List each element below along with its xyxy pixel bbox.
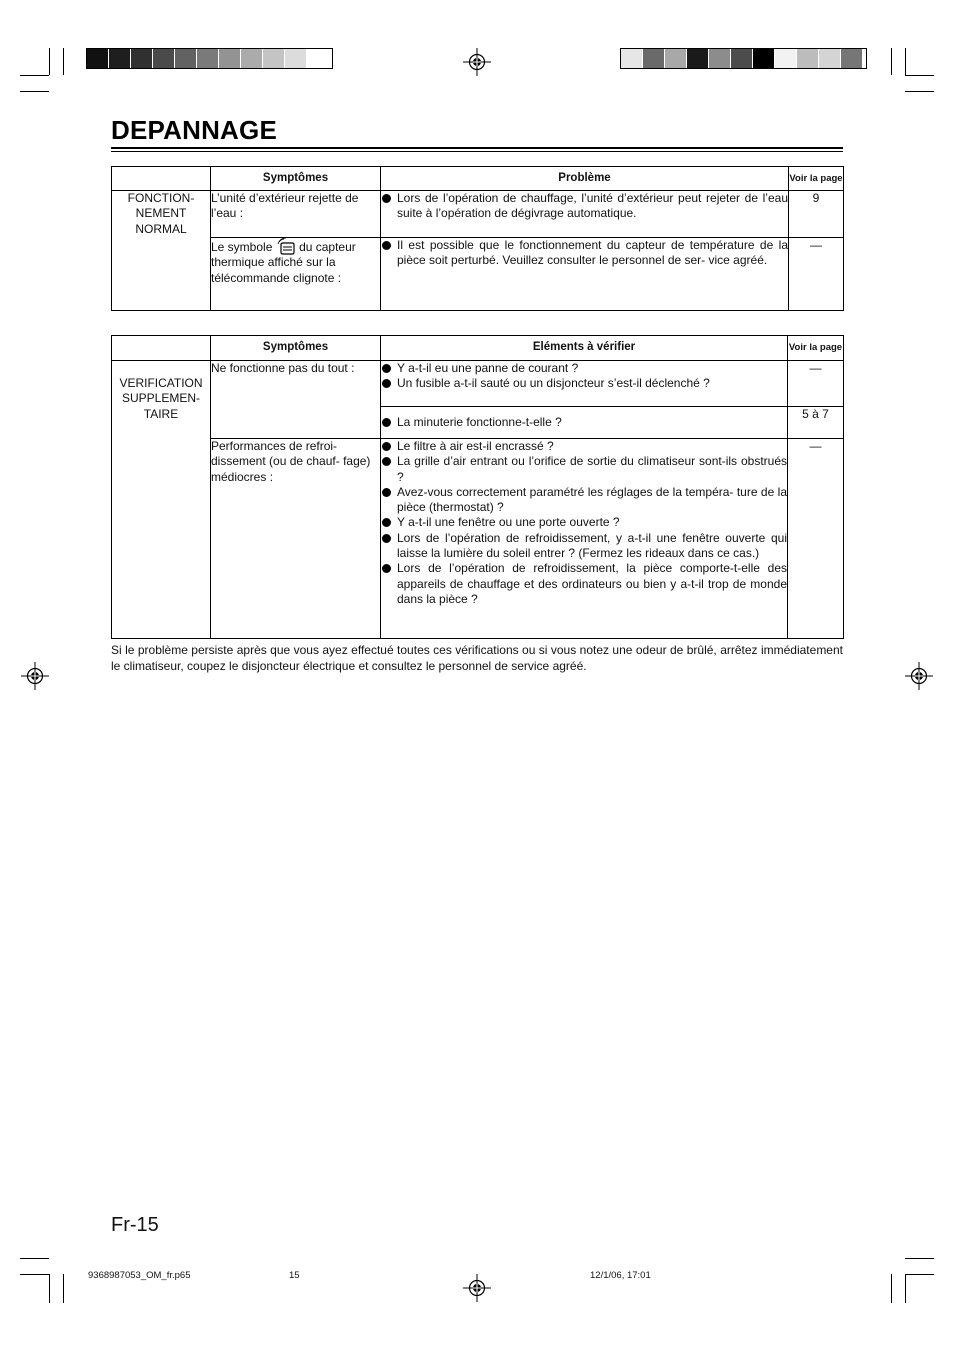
header-problem: Problème (381, 167, 789, 191)
problem-cell (381, 238, 789, 311)
symptom-cell: L’unité d’extérieur rejette de l’eau : (211, 191, 381, 238)
crop-mark (891, 1274, 892, 1303)
color-swatch (263, 49, 285, 68)
page-ref: — (788, 361, 844, 407)
list-item: La minuterie fonctionne-t-elle ? (381, 415, 787, 430)
title-rule (111, 147, 843, 149)
table-header-row (112, 336, 844, 361)
color-swatch (197, 49, 219, 68)
color-swatch (775, 49, 797, 68)
color-swatch (285, 49, 307, 68)
color-swatch (687, 49, 709, 68)
list-item: Un fusible a-t-il sauté ou un disjoncteur s’est-il déclenché ? (381, 376, 787, 391)
crop-mark (891, 48, 892, 75)
list-item: Avez-vous correctement paramétré les réglages de la tempéra- ture de la pièce (thermostat) ? (381, 485, 787, 516)
color-calibration-bar-right (620, 48, 867, 69)
remote-sensor-icon (277, 238, 295, 255)
normal-operation-table (111, 166, 844, 311)
category-cell: FONCTION- NEMENT NORMAL (112, 191, 211, 311)
crop-mark (905, 1274, 934, 1275)
color-swatch (87, 49, 109, 68)
color-calibration-bar-left (86, 48, 333, 69)
color-swatch (797, 49, 819, 68)
header-page: Voir la page (788, 336, 844, 361)
color-swatch (241, 49, 263, 68)
crop-mark (905, 91, 934, 92)
check-cell (381, 439, 788, 639)
color-swatch (109, 49, 131, 68)
color-swatch (731, 49, 753, 68)
problem-cell (381, 191, 789, 238)
list-item: Y a-t-il eu une panne de courant ? (381, 361, 787, 376)
table-header-row (112, 167, 844, 191)
color-swatch (665, 49, 687, 68)
table-row (112, 439, 844, 639)
crop-mark (63, 1274, 64, 1303)
header-check: Eléments à vérifier (381, 336, 788, 361)
crop-mark (905, 1274, 906, 1303)
header-page: Voir la page (789, 167, 844, 191)
additional-check-table (111, 335, 844, 639)
page-ref: — (789, 238, 844, 311)
registration-mark-icon (463, 1274, 491, 1302)
crop-mark (63, 48, 64, 75)
table-row (112, 361, 844, 407)
list-item: Lors de l’opération de refroidissement, la pièce comporte-t-elle des appareils de chauffage et des ordinateurs ou bien y a-t-il trop de monde dans la pièce ? (381, 561, 787, 607)
list-item: Il est possible que le fonctionnement du capteur de température de la pièce soit perturbé. Veuillez consulter le personnel de ser- vice agréé. (381, 238, 788, 269)
page-ref: 5 à 7 (788, 407, 844, 439)
header-symptoms: Symptômes (211, 336, 381, 361)
registration-mark-icon (905, 662, 933, 690)
color-swatch (153, 49, 175, 68)
symptom-cell: Performances de refroi- dissement (ou de chauf- fage) médiocres : (211, 439, 381, 639)
page-ref: 9 (789, 191, 844, 238)
registration-mark-icon (21, 662, 49, 690)
category-cell: VERIFICATION SUPPLEMEN- TAIRE (112, 361, 211, 639)
header-empty (112, 167, 211, 191)
list-item: Le filtre à air est-il encrassé ? (381, 439, 787, 454)
crop-mark (905, 1258, 934, 1259)
crop-mark (20, 1258, 49, 1259)
color-swatch (643, 49, 665, 68)
color-swatch (131, 49, 153, 68)
table-row (112, 238, 844, 311)
crop-mark (905, 48, 906, 75)
page-number: Fr-15 (111, 1214, 159, 1236)
check-cell (381, 407, 788, 439)
crop-mark (20, 91, 49, 92)
color-swatch (841, 49, 863, 68)
footer-page: 15 (289, 1270, 300, 1281)
color-swatch (709, 49, 731, 68)
header-symptoms: Symptômes (211, 167, 381, 191)
color-swatch (219, 49, 241, 68)
page-title: DEPANNAGE (111, 115, 278, 145)
color-swatch (307, 49, 329, 68)
crop-mark (905, 75, 934, 76)
list-item: Lors de l’opération de refroidissement, y a-t-il une fenêtre ouverte qui laisse la lumière du soleil entrer ? (Fermez les rideaux dans ce cas.) (381, 531, 787, 562)
warning-note: Si le problème persiste après que vous ayez effectué toutes ces vérifications ou si vous notez une odeur de brûlé, arrêtez immédiatement le climatiseur, coupez le disjoncteur électrique et consultez le personnel de service agréé. (111, 643, 843, 673)
list-item: Y a-t-il une fenêtre ou une porte ouverte ? (381, 515, 787, 530)
list-item: La grille d’air entrant ou l’orifice de sortie du climatiseur sont-ils obstrués ? (381, 454, 787, 485)
symptom-text: Le symbole (211, 240, 273, 254)
crop-mark (20, 1274, 49, 1275)
crop-mark (49, 1274, 50, 1303)
list-item: Lors de l’opération de chauffage, l’unité d’extérieur peut rejeter de l’eau suite à l’opération de dégivrage automatique. (381, 191, 788, 222)
symptom-cell (211, 238, 381, 311)
symptom-text: du capteur thermique affiché sur la télécommande clignote : (211, 240, 356, 285)
footer-filename: 9368987053_OM_fr.p65 (88, 1270, 191, 1281)
check-cell (381, 361, 788, 407)
title-rule (111, 151, 843, 152)
color-swatch (819, 49, 841, 68)
color-swatch (753, 49, 775, 68)
registration-mark-icon (463, 48, 491, 76)
header-empty (112, 336, 211, 361)
color-swatch (175, 49, 197, 68)
crop-mark (49, 48, 50, 75)
symptom-cell: Ne fonctionne pas du tout : (211, 361, 381, 439)
footer-date: 12/1/06, 17:01 (590, 1270, 651, 1281)
color-swatch (621, 49, 643, 68)
crop-mark (20, 75, 49, 76)
page-ref: — (788, 439, 844, 639)
table-row (112, 191, 844, 238)
